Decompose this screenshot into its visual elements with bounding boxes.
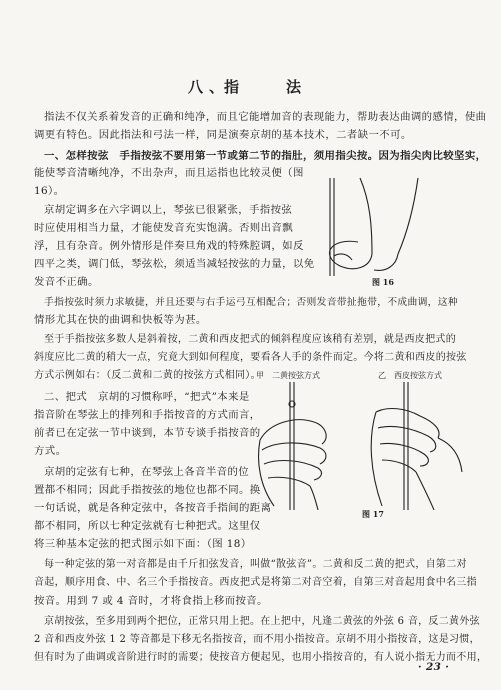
paragraph-line: 方式。: [34, 445, 67, 457]
paragraph-line: 都不相同，所以七种定弦就有七种把式。这里仅: [34, 520, 261, 532]
section-title-char-1: 指: [224, 78, 246, 96]
paragraph-line: 每一种定弦的第一对音都是由千斤扣弦发音，叫做“散弦音”。二黄和反二黄的把式，自第二对: [44, 559, 467, 570]
paragraph-line: 指法不仅关系着发音的正确和纯净，而且它能增加音的表现能力，帮助表达曲调的感情，使曲: [44, 111, 487, 123]
paragraph-line: 一、怎样按弦 手指按弦不要用第一节或第二节的指肚，须用指尖按。因为指尖肉比较坚实，: [44, 150, 487, 162]
paragraph-line: 一句话说，就是各种定弦中，各按音手指间的距离: [34, 502, 272, 514]
paragraph-line: 方式示例如右：（反二黄和二黄的按弦方式相同）。: [34, 370, 261, 381]
paragraph-line: 京胡的定弦有七种，在琴弦上各音半音的位: [44, 466, 250, 478]
page-number: · 23 ·: [418, 661, 450, 673]
paragraph-line: 京胡定调多在六字调以上，琴弦已很紧张，手指按弦: [44, 204, 293, 216]
paragraph-line: 16）。: [34, 185, 65, 197]
paragraph-line: 至于手指按弦多数人是斜着按，二黄和西皮把式的倾斜程度应该稍有差别，就是西皮把式的: [44, 334, 456, 345]
paragraph-line: 斜度应比二黄的稍大一点，究竟大到如何程度，要看各人手的条件而定。今将二黄和西皮的按弦: [34, 352, 467, 363]
paragraph-line: 前者已在定弦一节中谈到，本节专谈手指按音的: [34, 427, 261, 439]
section-title-char-2: 法: [286, 78, 308, 96]
section-number: 八、: [188, 78, 231, 96]
paragraph-line: 四平之类，调门低，琴弦松，须适当减轻按弦的力量，以免: [34, 258, 315, 270]
paragraph-line: 时应使用相当力量，才能使发音充实饱满。否则出音飘: [34, 222, 293, 234]
paragraph-line: 情形尤其在快的曲调和快板等为甚。: [34, 314, 207, 326]
paragraph-line: 发音不正确。: [34, 276, 99, 288]
paragraph-line: 2 音和西皮外弦 1 2 等音都是下移无名指按音，而不用小指按音。京胡不用小指按音，这是习惯，: [34, 634, 480, 645]
paragraph-line: 调更有特色。因此指法和弓法一样，同是演奏京胡的基本技术，二者缺一不可。: [34, 129, 412, 141]
paragraph-line: 将三种基本定弦的把式图示如下面：（图 18）: [34, 538, 252, 550]
figure-16-illustration: [300, 176, 430, 280]
paragraph-line: 能使琴音清晰纯净，不出杂声，而且运指也比较灵便（图: [34, 167, 304, 179]
paragraph-line: 但有时为了曲调或音阶进行时的需要；使按音方便起见，也用小指按音的，有人说小指无力而不用，: [34, 652, 488, 663]
paragraph-line: 京胡按弦，至多用到两个把位，正常只用上把。在上把中，凡逢二黄弦的外弦 6 音，反二黄外弦: [44, 616, 480, 627]
figure-17-right-label: 乙 西皮按弦方式: [378, 371, 442, 380]
figure-17-caption: 图 17: [362, 509, 384, 519]
paragraph-line: 浮，且有杂音。例外情形是伴奏旦角戏的特殊腔调，如反: [34, 240, 304, 252]
paragraph-line: 按音。用到 7 或 4 音时，才将食指上移而按音。: [34, 595, 268, 607]
figure-16-caption: 图 16: [372, 277, 394, 287]
paragraph-line: 手指按弦时须力求敏捷，并且还要与右手运弓互相配合；否则发音带扯拖带，不成曲调，这种: [44, 297, 458, 308]
paragraph-line: 音起，顺序用食、中、名三个手指按音。西皮把式是将第二对音空着，自第三对音起用食中名三指: [34, 577, 477, 588]
figure-17-left-label: 甲 二黄按弦方式: [256, 371, 320, 380]
figure-17-illustration: [256, 382, 468, 510]
paragraph-line: 指音阶在琴弦上的排列和手指按音的方式而言，: [34, 409, 261, 421]
paragraph-line: 二、把式 京胡的习惯称呼，“把式”本来是: [44, 391, 250, 403]
paragraph-line: 置都不相同；因此手指按弦的地位也都不同。换: [34, 484, 261, 496]
